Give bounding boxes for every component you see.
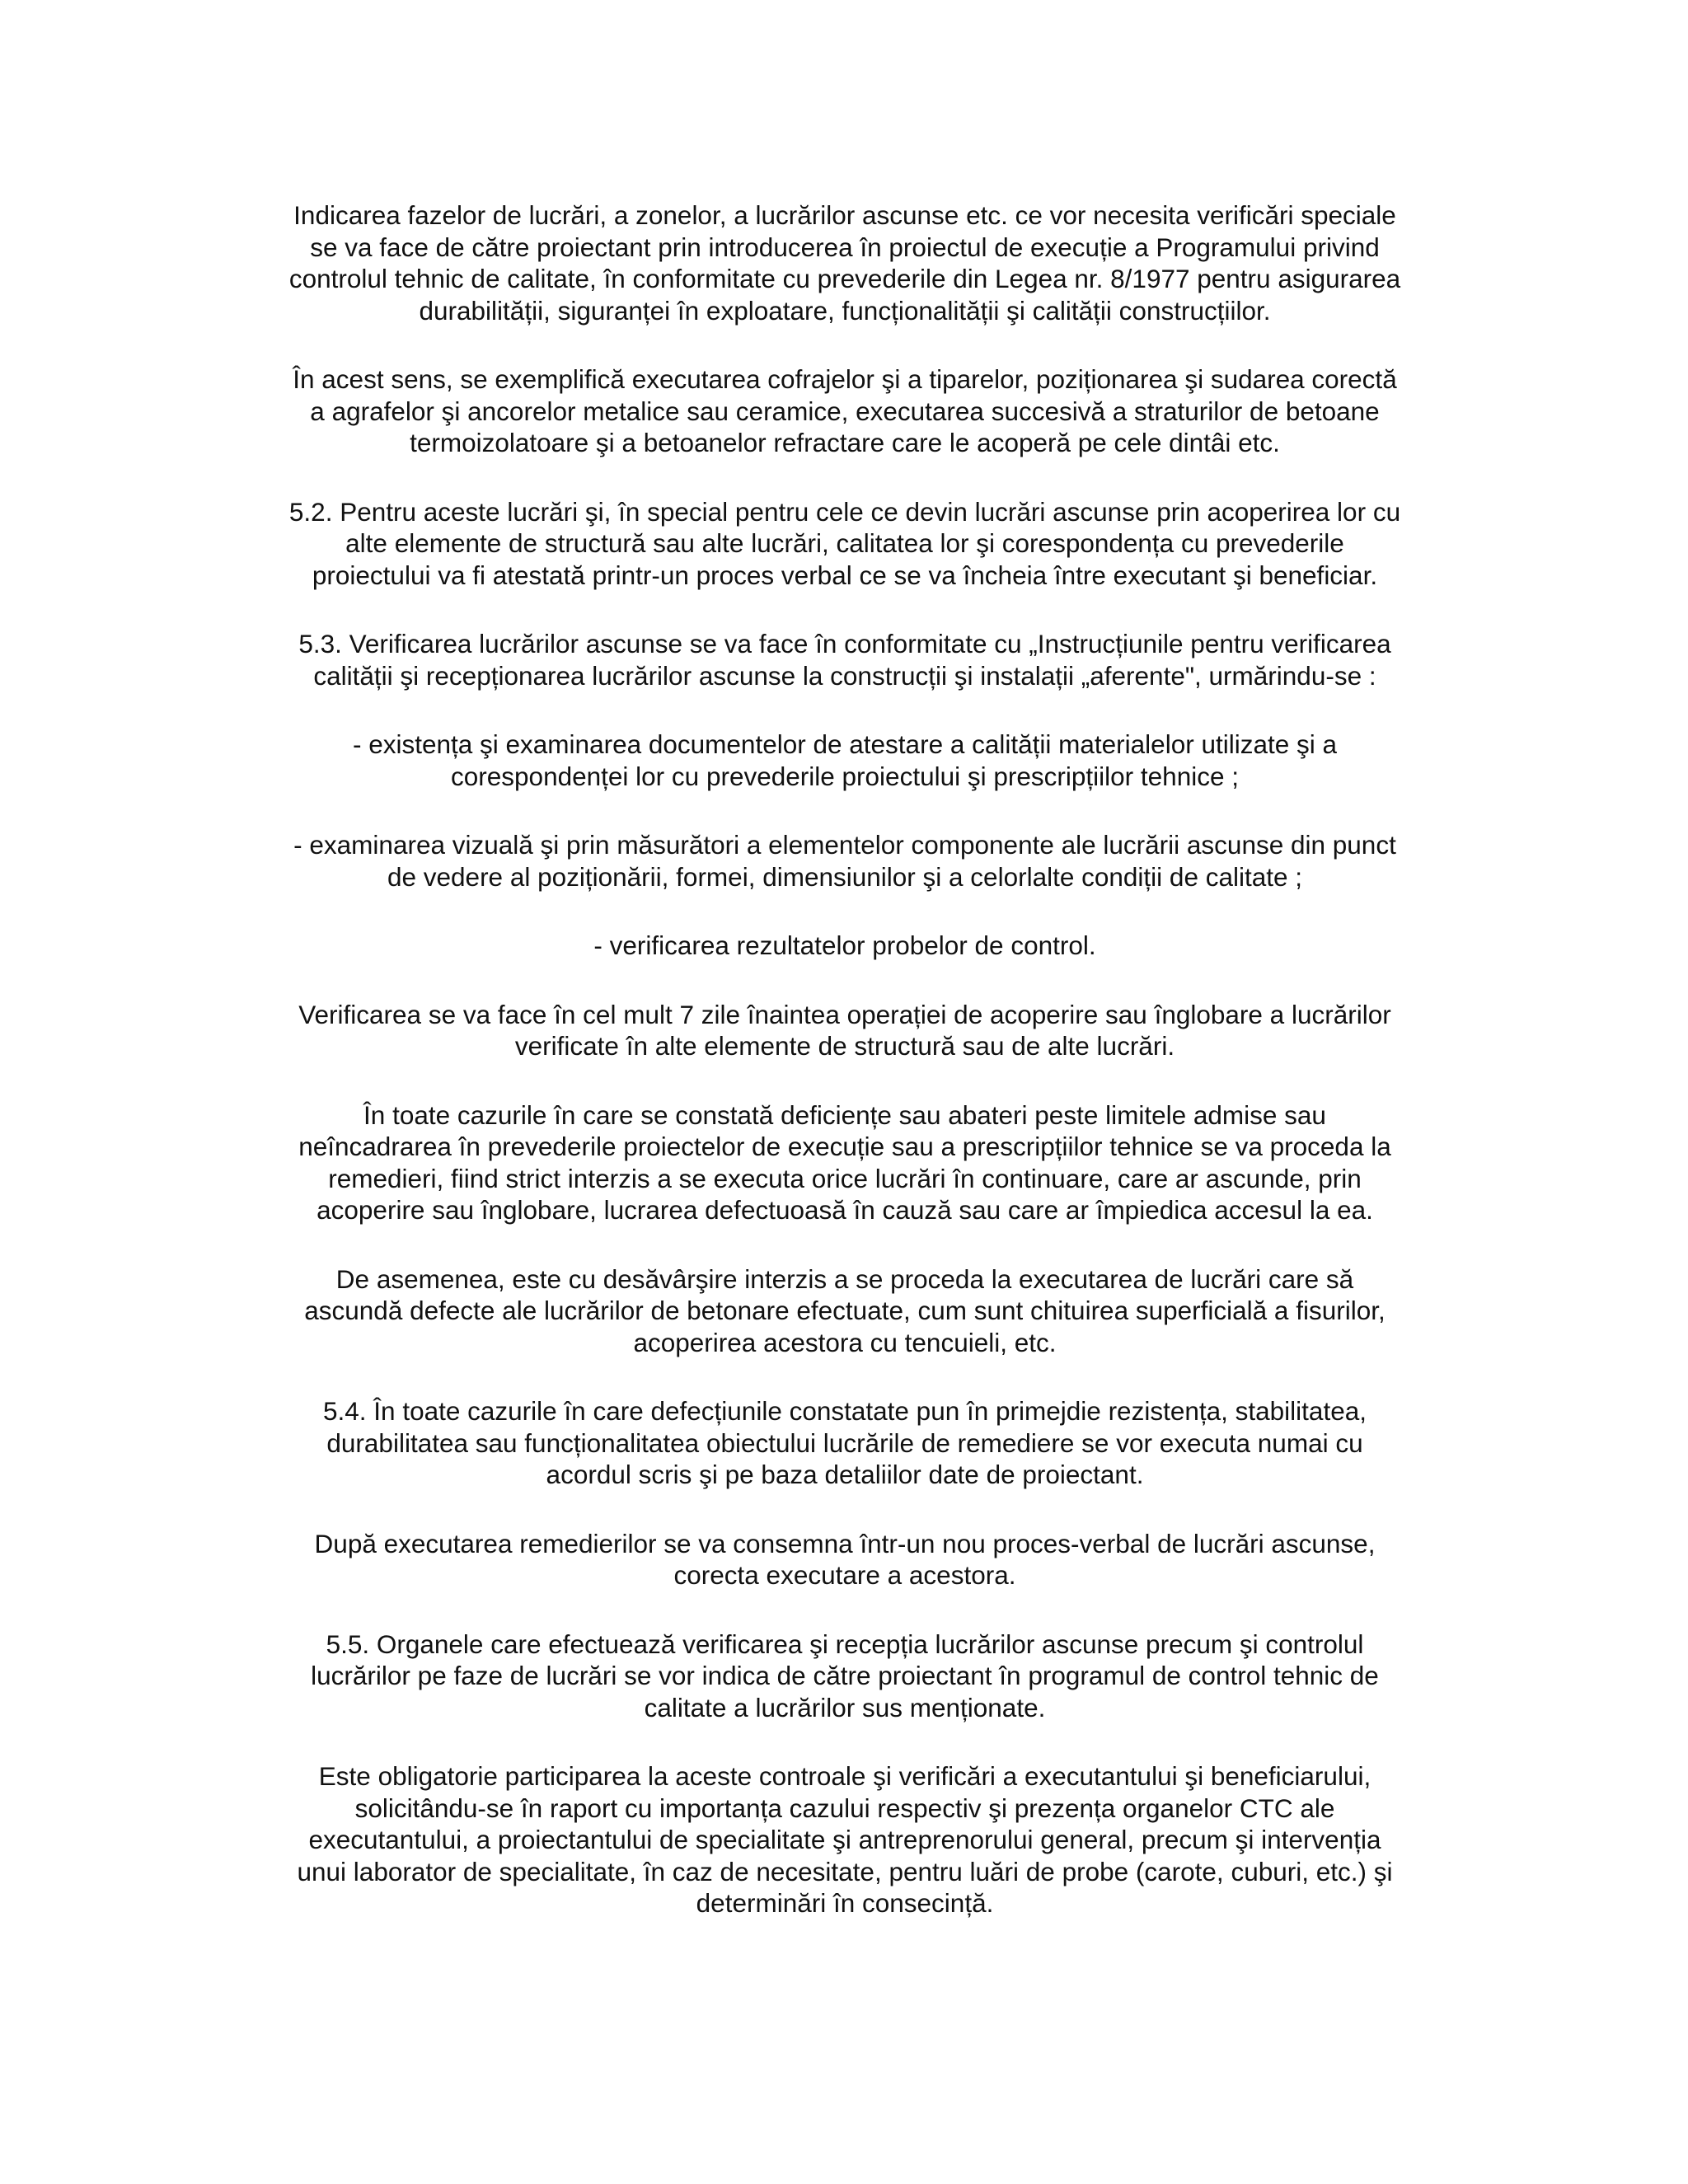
paragraph-prohibition: De asemenea, este cu desăvârşire interzis a se proceda la executarea de lucrări care să ascundă defecte ale lucrărilor de betonare efectuate, cum sunt chituirea superficială a fisurilor, acoperirea acestora cu tencuieli, etc. [304, 1263, 1386, 1357]
paragraph-section-5-2: 5.2. Pentru aceste lucrări şi, în special pentru cele ce devin lucrări ascunse prin acoperirea lor cu alte elemente de structură sau alte lucrări, calitatea lor şi corespondența cu prevederile proiectului va fi atestată printr-un proces verbal ce se va încheia între executant şi beneficiar. [288, 496, 1401, 590]
paragraph-section-5-5: 5.5. Organele care efectuează verificarea şi recepția lucrărilor ascunse precum şi controlul lucrărilor pe faze de lucrări se vor indica de către proiectant în programul de control tehnic de calitate a lucrărilor sus menționate. [311, 1629, 1379, 1722]
paragraph-section-5-3: 5.3. Verificarea lucrărilor ascunse se va face în conformitate cu „Instrucțiunile pentru verificarea calității şi recepționarea lucrărilor ascunse la construcții şi instalații „aferente", urmărindu-se : [298, 629, 1391, 691]
paragraph-item-documents: - existența şi examinarea documentelor de atestare a calității materialelor utilizate şi a corespondenței lor cu prevederile proiectului şi prescripțiilor tehnice ; [352, 729, 1338, 791]
paragraph-verification-deadline: Verificarea se va face în cel mult 7 zile înaintea operației de acoperire sau înglobare a lucrărilor verificate în alte elemente de structură sau de alte lucrări. [298, 999, 1391, 1061]
paragraph-examples: În acest sens, se exemplifică executarea cofrajelor şi a tiparelor, poziționarea şi sudarea corectă a agrafelor şi ancorelor metalice sau ceramice, executarea succesivă a straturilor de betoane termoizolatoare şi a betoanelor refractare care le acoperă pe cele dintâi etc. [293, 364, 1397, 457]
paragraph-item-control-tests: - verificarea rezultatelor probelor de control. [593, 930, 1096, 960]
paragraph-mandatory-participation: Este obligatorie participarea la aceste controale şi verificări a executantului şi beneficiarului, solicitându-se în raport cu importanța cazului respectiv şi prezența organelor CTC ale executantului, a proiectantului de specialitate şi antreprenorului general, precum şi intervenția unui laborator de specialitate, în caz de necesitate, pentru luări de probe (carote, cuburi, etc.) şi determinări în consecință. [297, 1761, 1393, 1918]
paragraph-remediation-record: După executarea remedierilor se va consemna într-un nou proces-verbal de lucrări ascunse, corecta executare a acestora. [314, 1528, 1376, 1590]
paragraph-intro-work-phases: Indicarea fazelor de lucrări, a zonelor, a lucrărilor ascunse etc. ce vor necesita verificări speciale se va face de către proiectant prin introducerea în proiectul de execuție a Programului privind controlul tehnic de calitate, în conformitate cu prevederile din Legea nr. 8/1977 pentru asigurarea durabilității, siguranței în exploatare, funcționalității şi calității construcțiilor. [288, 200, 1401, 326]
paragraph-item-visual-exam: - examinarea vizuală şi prin măsurători a elementelor componente ale lucrării ascunse din punct de vedere al poziționării, formei, dimensiunilor şi a celorlalte condiții de calitate ; [293, 830, 1396, 892]
document-body [243, 199, 1447, 1919]
paragraph-section-5-4: 5.4. În toate cazurile în care defecțiunile constatate pun în primejdie rezistența, stabilitatea, durabilitatea sau funcționalitatea obiectului lucrările de remediere se vor executa numai cu acordul scris şi pe baza detaliilor date de proiectant. [323, 1396, 1367, 1489]
paragraph-deficiencies: În toate cazurile în care se constată deficiențe sau abateri peste limitele admise sau neîncadrarea în prevederile proiectelor de execuție sau a prescripțiilor tehnice se va proceda la remedieri, fiind strict interzis a se executa orice lucrări în continuare, care ar ascunde, prin acoperire sau înglobare, lucrarea defectuoasă în cauză sau care ar împiedica accesul la ea. [298, 1099, 1391, 1225]
